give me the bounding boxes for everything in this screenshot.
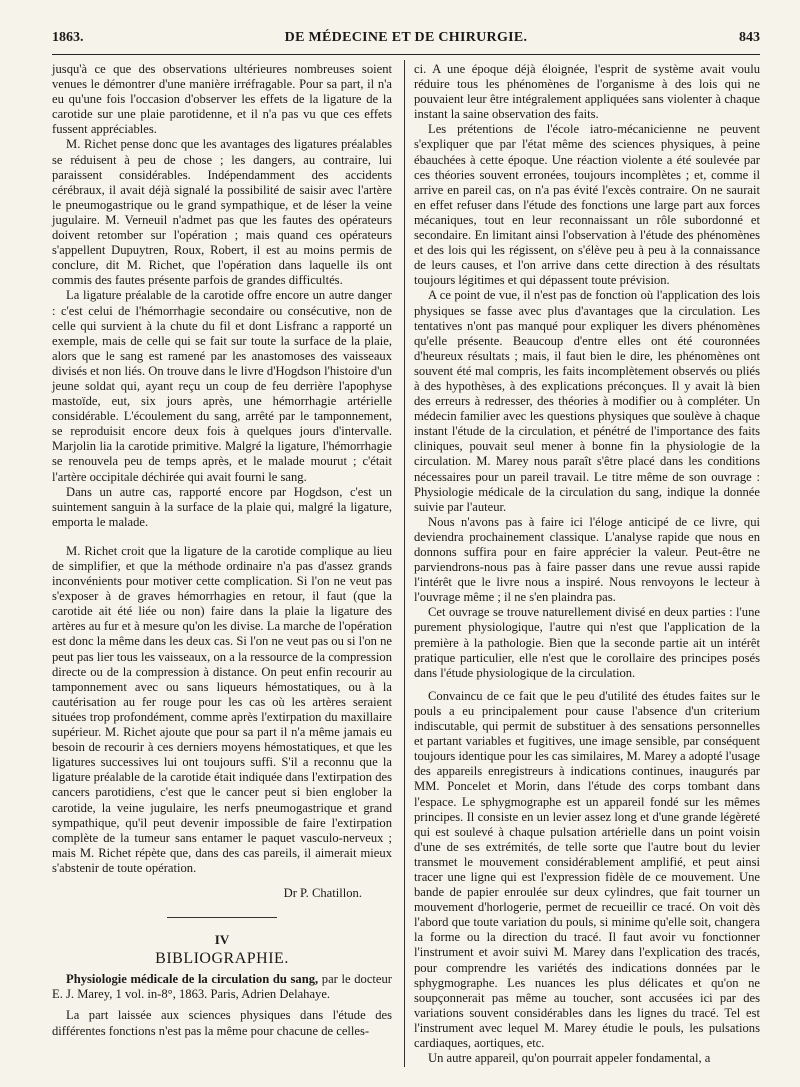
right-paragraph-1: ci. A une époque déjà éloignée, l'esprit de système avait voulu réduire tous les phénomènes de l'organisme à des lois qui ne pouvaient leur être intégralement appliquées sans violenter à chaque instant la saine observation des faits. (414, 62, 760, 122)
right-paragraph-2: Les prétentions de l'école iatro-mécanicienne ne peuvent s'expliquer que par l'état même des sciences physiques, à peine ébauchées à cette époque. Une réaction violente a été soulevée par ces théories souvent erronées, toujours incomplètes ; et, comme il arrive en pareil cas, on n'a pas évité l'excès contraire. On ne saurait en effet refuser dans l'étude des fonctions une large part aux forces mécaniques, tout en leur reconnaissant un rôle subordonné et secondaire. En limitant ainsi l'observation à l'étude des phénomènes et des lois qui les régissent, on s'élève peu à peu à la connaissance de leurs causes, et l'on arrive dans cette direction à des résultats toujours légitimes et qui dépassent toute prévision. (414, 122, 760, 288)
book-details: par le docteur E. J. Marey, 1 vol. in-8°, 1863. Paris, Adrien Delahaye. (52, 972, 392, 1002)
section-number: IV (214, 932, 230, 948)
right-paragraph-3: A ce point de vue, il n'est pas de fonction où l'application des lois physiques se fasse avec plus d'avantages que la circulation. Les tentatives n'ont pas manqué pour expliquer les divers phénomènes qu'elle présente. Beaucoup d'entre elles ont été couronnées d'heureux résultats ; mais, il faut bien le dire, les phénomènes ont souvent été mal compris, les faits incomplètement observés ou pliés à des hypothèses, à des explications préconçues. Il y avait là bien des erreurs à redresser, des théories à modifier ou à compléter. Un médecin familier avec les questions physiques que soulève à chaque instant l'étude de la circulation, et pénétré de l'importance des faits cliniques, pouvait seul mener à bonne fin la physiologie de la circulation. M. Marey nous paraît s'être placé dans les conditions nécessaires pour un pareil travail. Le titre même de son ouvrage : Physiologie médicale de la circulation du sang, indique la donnée suivie par l'auteur. (414, 288, 760, 514)
book-title: Physiologie médicale de la circulation du sang, (66, 972, 319, 987)
left-paragraph-4: Dans un autre cas, rapporté encore par Hogdson, c'est un suintement sanguin à la surface de la plaie qui, malgré la ligature, emporta le malade. (52, 484, 392, 529)
right-paragraph-4: Nous n'avons pas à faire ici l'éloge anticipé de ce livre, qui deviendra prochainement classique. L'analyse rapide que nous en donnons suffira pour en faire apprécier la valeur. Peut-être ne parviendrons-nous pas à faire passer dans une revue aussi rapide l'intérêt que le livre nous a inspiré. Nous renvoyons le lecteur à l'ouvrage même ; il ne s'en plaindra pas. (414, 514, 760, 605)
book-reference (52, 972, 392, 1002)
left-paragraph-6: La part laissée aux sciences physiques dans l'étude des différentes fonctions n'est pas la même pour chacune de celles- (52, 1008, 392, 1038)
header-year: 1863. (52, 30, 84, 45)
header-title: DE MÉDECINE ET DE CHIRURGIE. (284, 30, 528, 45)
paragraph-spacer (414, 681, 760, 689)
right-paragraph-7: Un autre appareil, qu'on pourrait appeler fondamental, a (428, 1051, 711, 1066)
page-number: 843 (739, 30, 760, 45)
paragraph-spacer (52, 530, 392, 544)
section-rule (167, 917, 277, 918)
author-signature: Dr P. Chatillon. (283, 885, 362, 900)
left-paragraph-5: M. Richet croit que la ligature de la carotide complique au lieu de simplifier, et que la méthode ordinaire n'a pas d'assez grands inconvénients pour motiver cette complication. Si l'on ne veut pas s'exposer à de graves hémorrhagies en retour, il faut (que la carotide ait été liée ou non) faire dans la plaie la ligature des artères au fur et à mesure qu'on les divise. La marche de l'opération est donc la même dans les deux cas. Si l'on ne veut pas ou si l'on ne peut pas lier tous les vaisseaux, on a la ressource de la compression directe ou de la compression à distance. On peut enfin recourir au tamponnement avec ou sans liqueurs hémostatiques, ou à la cautérisation au fer rouge pour les cas où les artères seraient situées trop profondément, comme après l'extirpation du maxillaire supérieur. M. Richet ajoute que pour sa part il n'a même jamais eu besoin de recourir à ces derniers moyens hémostatiques, et que les ligatures successives lui ont toujours suffi. S'il a reconnu que la ligature préalable de la carotide était indiquée dans l'extirpation des cancers parotidiens, c'est que le cancer peut si bien englober la carotide, la veine jugulaire, les nerfs pneumogastrique et grand sympathique, qu'il peut devenir impossible de faire l'extirpation complète de la tumeur sans entamer le paquet vasculo-nerveux ; mais M. Richet répète que, dans des cas pareils, il aimerait mieux s'abstenir de toute opération. (52, 543, 392, 875)
left-paragraph-3: La ligature préalable de la carotide offre encore un autre danger : c'est celui de l'hémorrhagie secondaire ou consécutive, non de celle qui survient à la chute du fil et dont Lisfranc a rapporté un exemple, mais de celle qui se fait sur toute la surface de la plaie, alors que le sang est ramené par les anastomoses des vaisseaux divisés et non liés. On trouve dans le livre d'Hogdson l'histoire d'un jeune soldat qui, ayant reçu un coup de feu derrière l'apophyse mastoïde, eut, six jours après, une hémorrhagie artérielle considérable. L'écoulement du sang, arrêté par le tamponnement, se reproduisit encore deux fois à quelques jours d'intervalle. Marjolin lia la carotide primitive. Malgré la ligature, l'hémorrhagie se renouvela peu de temps après, et le malade mourut ; c'était l'artère occipitale déchirée qui avait fourni le sang. (52, 288, 392, 484)
left-paragraph-1: jusqu'à ce que des observations ultérieures nombreuses soient venues le démontrer d'une manière irréfragable. Pour sa part, il n'a eu qu'une fois l'occasion d'observer les effets de la ligature de la carotide sur une plaie parotidenne, et il n'a pas vu que ces effets fussent appréciables. (52, 62, 392, 137)
running-head (52, 30, 760, 50)
left-paragraph-2: M. Richet pense donc que les avantages des ligatures préalables se réduisent à peu de chose ; les dangers, au contraire, lui paraissent considérables. Indépendamment des accidents cérébraux, il avait déjà signalé la possibilité de saisir avec l'artère le pneumogastrique ou le grand sympathique, et de léser la veine jugulaire. M. Verneuil n'admet pas que les fautes des opérateurs doivent retomber sur l'opération ; mais quand ces opérateurs s'appellent Dupuytren, Roux, Robert, il est au moins permis de conclure, dit M. Richet, que l'opération dans laquelle ils ont commis des fautes présente parfois de grandes difficultés. (52, 137, 392, 288)
right-column (414, 62, 760, 1066)
section-title: BIBLIOGRAPHIE. (155, 950, 289, 968)
column-divider (404, 60, 405, 1067)
right-paragraph-5: Cet ouvrage se trouve naturellement divisé en deux parties : l'une purement physiologique, l'autre qui n'est que l'application de la première à la pathologie. Bien que la seconde partie ait un intérêt pratique particulier, elle n'est que le corollaire des principes posés dans l'étude physiologique de la circulation. (414, 605, 760, 680)
right-paragraph-6: Convaincu de ce fait que le peu d'utilité des études faites sur le pouls a eu principalement pour cause l'absence d'un criterium indiscutable, qui permit de substituer à des sensations personnelles et partant variables et fugitives, une image sensible, par conséquent toujours identique pour les cas similaires, M. Marey a adopté l'usage des appareils enregistreurs à indications continues, inaugurés par MM. Poncelet et Morin, dans l'étude des corps tombant dans l'espace. Le sphygmographe est un appareil fondé sur les mêmes principes. Il consiste en un levier assez long et d'une grande légèreté qui est soulevé à chaque pulsation artérielle dans un point voisin d'une de ses extrémités, de telle sorte que l'autre bout du levier transmet le mouvement considérablement amplifié, et peut ainsi tracer une ligne qui est l'expression fidèle de ce mouvement. Une bande de papier enroulée sur deux cylindres, que fait tourner un mouvement d'horlogerie, permet de recueillir ce tracé. On voit dès l'abord que toute variation du pouls, si minime qu'elle soit, changera la forme ou la direction du tracé. Il faut avoir vu fonctionner l'instrument et avoir suivi M. Marey dans l'explication des tracés, pour comprendre les variétés des indications données par le sphygmographe. Les nuances les plus délicates et qu'on ne soupçonnerait pas même au toucher, sont accusées ici par des variations souvent considérables dans les lignes du tracé. Tel est l'instrument avec lequel M. Marey étudie le pouls, les pulsations cardiaques, aortiques, etc. (414, 688, 760, 1050)
header-rule (52, 54, 760, 55)
left-column (52, 62, 392, 1039)
